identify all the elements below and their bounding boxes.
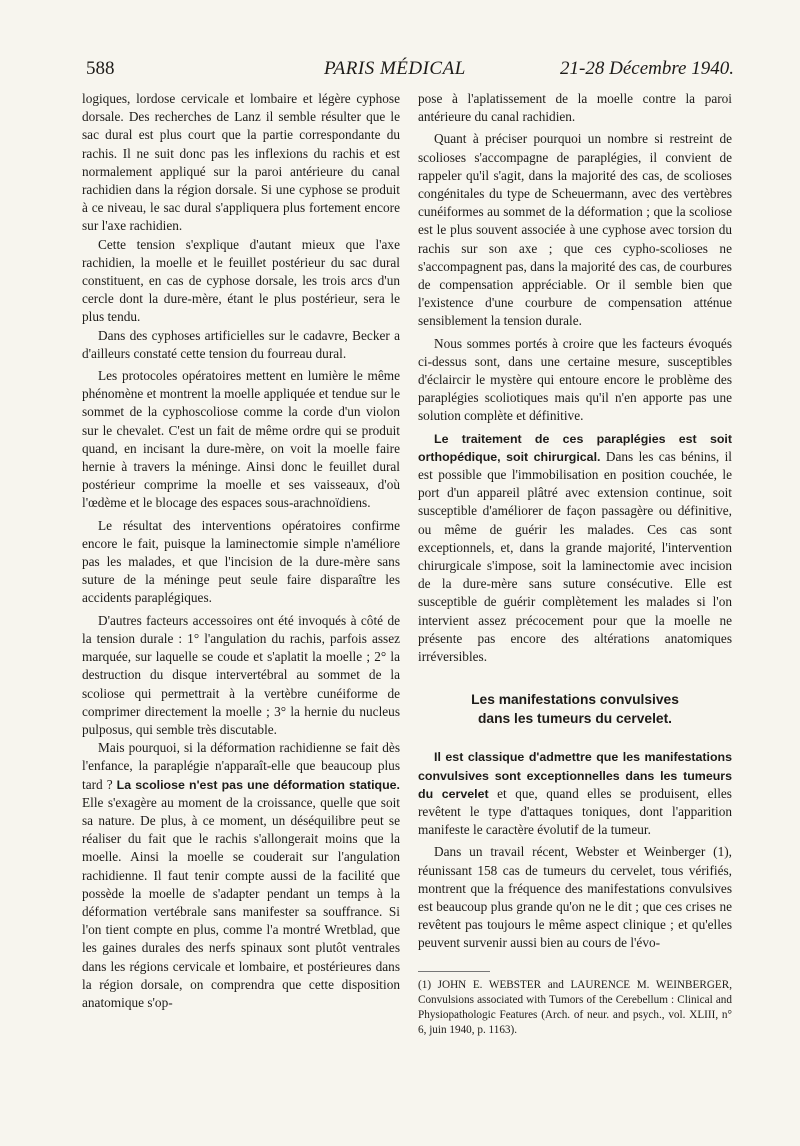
left-column [82,90,400,1012]
paragraph: Quant à préciser pourquoi un nombre si restreint de scolioses s'accompagne de paraplégies, il convient de rappeler qu'il s'agit, dans la majorité des cas, de scolioses congénitales du type de Scheuermann, avec des vertèbres cunéiformes au sommet de la déformation ; que la scoliose est le plus souvent associée à une cyphose avec torsion du rachis sur son axe ; que ces cypho-scolioses ne s'accompagnent pas, dans la majorité des cas, de courbures de compensation appréciable. Or il semble bien que l'existence d'une courbure de compensation atténue sensiblement la tension durale. [418,131,732,329]
paragraph [418,748,732,839]
footnote: (1) JOHN E. WEBSTER and LAURENCE M. WEINBERGER, Convulsions associated with Tumors of the Cerebellum : Clinical and Physiopathologic Features (Arch. of neur. and psych., vol. XLIII, n° 6, juin 1940, p. 1163). [418,978,732,1036]
paragraph: Les protocoles opératoires mettent en lumière le même phénomène et montrent la moelle appliquée et tendue sur le sommet de la cyphoscoliose comme la corde d'un violon sur le chevalet. C'est un fait de même ordre qui se produit quand, en incisant la dure-mère, on voit la moelle faire hernie à travers la méninge. Ainsi donc le feuillet dural postérieur comprime la moelle et ses vaisseaux, d'où l'œdème et le blocage des espaces sous-arachnoïdiens. [82,368,400,511]
paragraph-text: et que, quand elles se produisent, elles revêtent le type d'attaques toniques, dont l'apparition manifeste le caractère évolutif de la tumeur. [418,785,732,838]
issue-date: 21-28 Décembre 1940. [560,58,734,79]
emphasis-text: La scoliose n'est pas une déformation statique. [116,777,401,792]
paragraph-text: Mais pourquoi, si la déformation rachidienne se fait dès l'enfance, la paraplégie n'apparaît-elle que beaucoup plus tard ? [82,740,400,792]
journal-title: PARIS MÉDICAL [324,58,466,79]
paragraph: Le résultat des interventions opératoires confirme encore le fait, puisque la laminectomie simple n'améliore pas les malades, et que l'incision de la dure-mère sans suture de la méninge peut seule faire disparaître les accidents paraplégiques. [82,517,400,606]
paragraph-text: Dans les cas bénins, il est possible que l'immobilisation en position couchée, le port d'un appareil plâtré avec extension continue, soit susceptible d'améliorer de façon passagère ou définitive, ou même de guérir les malades. Ces cas sont exceptionnels, et, dans la grande majorité, l'intervention chirurgicale s'impose, soit la laminectomie avec incision de la dure-mère sans suture consécutive. Elle est susceptible de guérir complètement les malades si l'on intervient assez précocement pour que la moelle ne présente pas encore des altérations anatomiques irréversibles. [418,448,732,665]
running-header [86,58,734,88]
paragraph: pose à l'aplatissement de la moelle contre la paroi antérieure du canal rachidien. [418,91,732,125]
page-number: 588 [86,58,115,79]
right-column [418,90,732,1038]
section-heading-line: dans les tumeurs du cervelet. [478,711,672,727]
footnote-divider [418,971,490,972]
paragraph: Cette tension s'explique d'autant mieux que l'axe rachidien, la moelle et le feuillet postérieur du sac dural constituent, en cas de cyphose dorsale, les trois arcs d'un cercle dont la dure-mère, étant le plus postérieur, sera le plus tendu. [82,236,400,325]
paragraph [418,430,732,667]
lead-text: Il est classique d'admettre que les manifestations convulsives sont exceptionnelles dans les tumeurs du cervelet [418,750,732,801]
lead-text: Le traitement de ces paraplégies est soit orthopédique, soit chirurgical. [418,431,732,464]
paragraph: D'autres facteurs accessoires ont été invoqués à côté de la tension durale : 1° l'angulation du rachis, parfois assez marquée, sur laquelle se coude et s'aplatit la moelle ; 2° la destruction du disque intervertébral au sommet de la scoliose qui permettrait à la vertèbre cunéiforme de comprimer directement la moelle ; 3° la hernie du nucleus pulposus, qui semble très discutable. [82,612,400,737]
paragraph: logiques, lordose cervicale et lombaire et légère cyphose dorsale. Des recherches de Lanz il semble résulter que le sac dural est plus court que la partie correspondante du rachis. Il ne suit donc pas les inflexions du rachis et est normalement appliqué sur la paroi antérieure du canal rachidien dans la région dorsale. Si une cyphose se produit à ce niveau, le sac dural s'appliquera plus fortement encore sur l'axe rachidien. [82,91,400,234]
paragraph-text: Elle s'exagère au moment de la croissance, quelle que soit sa nature. De plus, à ce moment, un déséquilibre peut se réaliser du fait que le rachis s'allongerait moins que la moelle. Ainsi la moelle se couderait sur l'angulation rachidienne. Il faut tenir compte aussi de la facilité que possède la moelle de s'adapter pendant un temps à la déformation vertébrale sans manifester sa souffrance. Si l'on tient compte en plus, comme l'a montré Wretblad, que les gaines durales des nerfs spinaux sont plutôt ventrales dans les régions cervicale et lombaire, et postérieures dans la région dorsale, on comprendra que cette disposition anatomique s'op- [82,794,400,1010]
paragraph: Dans des cyphoses artificielles sur le cadavre, Becker a d'ailleurs constaté cette tension du fourreau dural. [82,327,400,361]
section-heading [418,690,732,728]
section-heading-line: Les manifestations convulsives [471,692,679,708]
paragraph: Nous sommes portés à croire que les facteurs évoqués ci-dessus sont, dans une certaine mesure, susceptibles d'éclaircir le mystère qui entoure encore le problème des paraplégies scoliotiques mais qu'il n'en apporte pas une solution complète et définitive. [418,335,732,424]
paragraph: Dans un travail récent, Webster et Weinberger (1), réunissant 158 cas de tumeurs du cervelet, tous vérifiés, montrent que la fréquence des manifestations convulsives est beaucoup plus grande qu'on ne le dit ; que ces crises ne revêtent pas toujours le même aspect clinique ; et qu'elles peuvent survenir aussi bien au cours de l'évo- [418,844,732,951]
paragraph [82,739,400,1012]
